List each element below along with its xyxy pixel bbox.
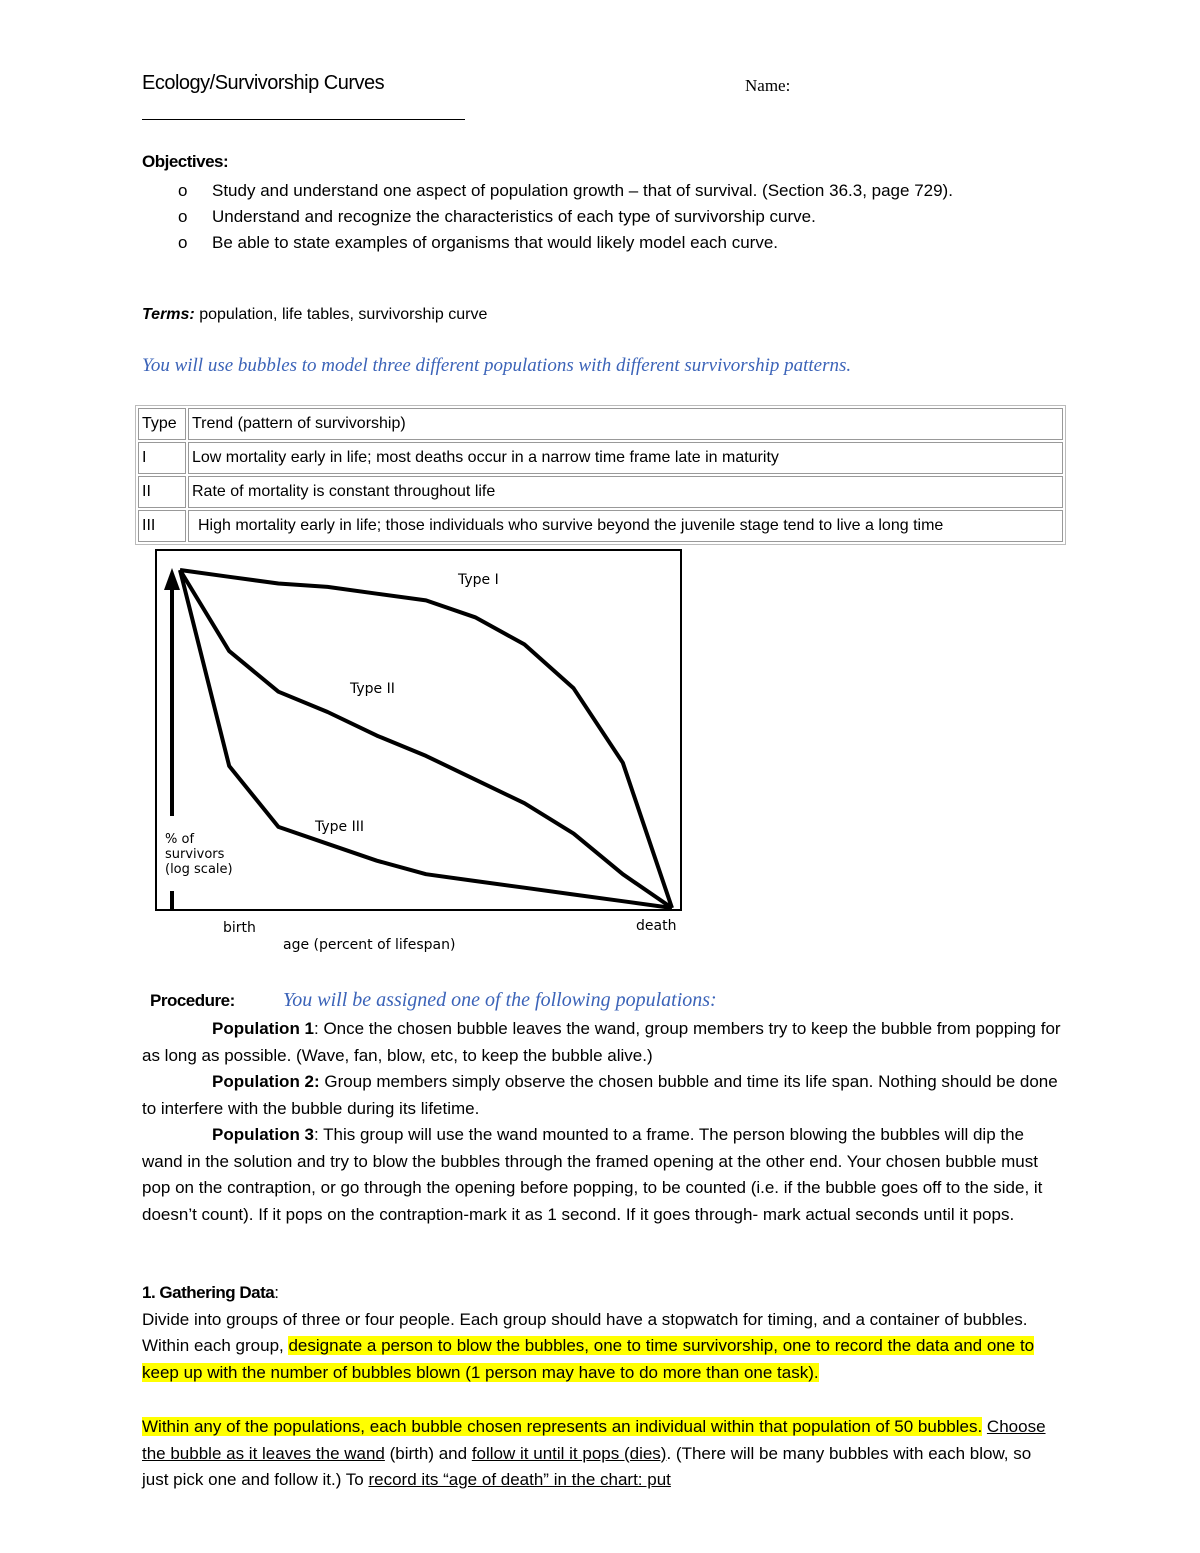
population-2-label: Population 2:: [212, 1072, 320, 1091]
table-cell: High mortality early in life; those individuals who survive beyond the juvenile stage tend to live a long time: [188, 510, 1063, 542]
series-label-type-iii: Type III: [315, 819, 364, 835]
x-tick-death: death: [636, 918, 677, 934]
objectives-list: [178, 178, 1058, 256]
name-label: Name:: [745, 76, 791, 95]
objective-item: o Be able to state examples of organisms that would likely model each curve.: [178, 230, 1058, 256]
underlined-text: record its “age of death” in the chart: put: [368, 1470, 671, 1489]
bullet-icon: o: [178, 181, 188, 200]
underlined-text: Choose the bubble as it leaves the wand: [142, 1417, 1046, 1463]
x-tick-birth: birth: [223, 920, 256, 936]
objective-item: o Study and understand one aspect of population growth – that of survival. (Section 36.3, page 729).: [178, 178, 1058, 204]
page-title: Ecology/Survivorship Curves: [142, 72, 385, 94]
chart-curves: [180, 570, 672, 908]
table-cell: Trend (pattern of survivorship): [188, 408, 1063, 440]
population-1-paragraph: Population 1: Once the chosen bubble leaves the wand, group members try to keep the bubble from popping for as long as possible. (Wave, fan, blow, etc, to keep the bubble alive.): [142, 1019, 1061, 1065]
population-1-label: Population 1: [212, 1019, 314, 1038]
series-line-3: [180, 570, 672, 908]
gathering-heading: 1. Gathering Data: [142, 1283, 275, 1302]
gathering-paragraph-1: Divide into groups of three or four people. Each group should have a stopwatch for timing, and a container of bubbles. Within each group, designate a person to blow the bubbles, one to time survivorship, one to record the data and one to keep up with the number of bubbles blown (1 person may have to do more than one task).: [142, 1309, 1035, 1382]
series-line-1: [180, 570, 672, 908]
series-line-2: [180, 570, 672, 908]
table-cell: Type: [138, 408, 186, 440]
y-axis-label: % of survivors (log scale): [165, 832, 233, 877]
procedure-heading: Procedure:: [150, 991, 235, 1010]
survivorship-types-table: [135, 405, 1066, 545]
procedure-populations: [142, 1016, 1062, 1228]
table-header-row: [138, 408, 1063, 440]
intro-note: You will use bubbles to model three different populations with different survivorship patterns.: [142, 355, 852, 376]
population-3-paragraph: Population 3: This group will use the wand mounted to a frame. The person blowing the bubbles will dip the wand in the solution and try to blow the bubbles through the framed opening at the other end. Your chosen bubble must pop on the contraption, or go through the opening before popping, to be counted (i.e. if the bubble goes off to the side, it doesn’t count). If it pops on the contraption-mark it as 1 second. If it goes through- mark actual seconds until it pops.: [142, 1125, 1043, 1224]
table-row: [138, 510, 1063, 542]
x-axis-label: age (percent of lifespan): [283, 937, 456, 953]
series-label-type-i: Type I: [458, 572, 499, 588]
highlighted-text: designate a person to blow the bubbles, one to time survivorship, one to record the data and one to keep up with the number of bubbles blown (1 person may have to do more than one task).: [142, 1336, 1035, 1382]
terms-text: population, life tables, survivorship curve: [194, 306, 488, 323]
highlighted-text: Within any of the populations, each bubble chosen represents an individual within that population of 50 bubbles.: [142, 1417, 983, 1436]
gathering-data-section: [142, 1280, 1062, 1494]
y-axis-arrow-icon: [164, 568, 180, 590]
survivorship-chart: [150, 546, 710, 966]
table-cell: Low mortality early in life; most deaths occur in a narrow time frame late in maturity: [188, 442, 1063, 474]
terms-line: [142, 306, 487, 324]
underlined-text: follow it until it pops (dies): [471, 1443, 667, 1463]
population-3-label: Population 3: [212, 1125, 314, 1144]
procedure-note: You will be assigned one of the following populations:: [283, 989, 717, 1011]
table-row: [138, 476, 1063, 508]
gathering-heading-line: 1. Gathering Data:: [142, 1283, 279, 1302]
objective-item: o Understand and recognize the characteristics of each type of survivorship curve.: [178, 204, 1058, 230]
table-cell: II: [138, 476, 186, 508]
population-2-paragraph: Population 2: Group members simply observe the chosen bubble and time its life span. Nothing should be done to interfere with the bubble during its lifetime.: [142, 1072, 1058, 1118]
table-cell: I: [138, 442, 186, 474]
terms-label: Terms:: [142, 306, 195, 323]
title-underline: [142, 119, 465, 120]
bullet-icon: o: [178, 233, 188, 252]
gathering-paragraph-2: Within any of the populations, each bubble chosen represents an individual within that population of 50 bubbles. Choose the bubble as it leaves the wand (birth) and follow it until it pops (dies). (There will be many bubbles with each blow, so just pick one and follow it.) To record its “age of death” in the chart: put: [142, 1417, 1046, 1489]
series-label-type-ii: Type II: [350, 681, 395, 697]
table-row: [138, 442, 1063, 474]
table-cell: Rate of mortality is constant throughout life: [188, 476, 1063, 508]
bullet-icon: o: [178, 207, 188, 226]
table-cell: III: [138, 510, 186, 542]
objectives-heading: Objectives:: [142, 152, 229, 171]
